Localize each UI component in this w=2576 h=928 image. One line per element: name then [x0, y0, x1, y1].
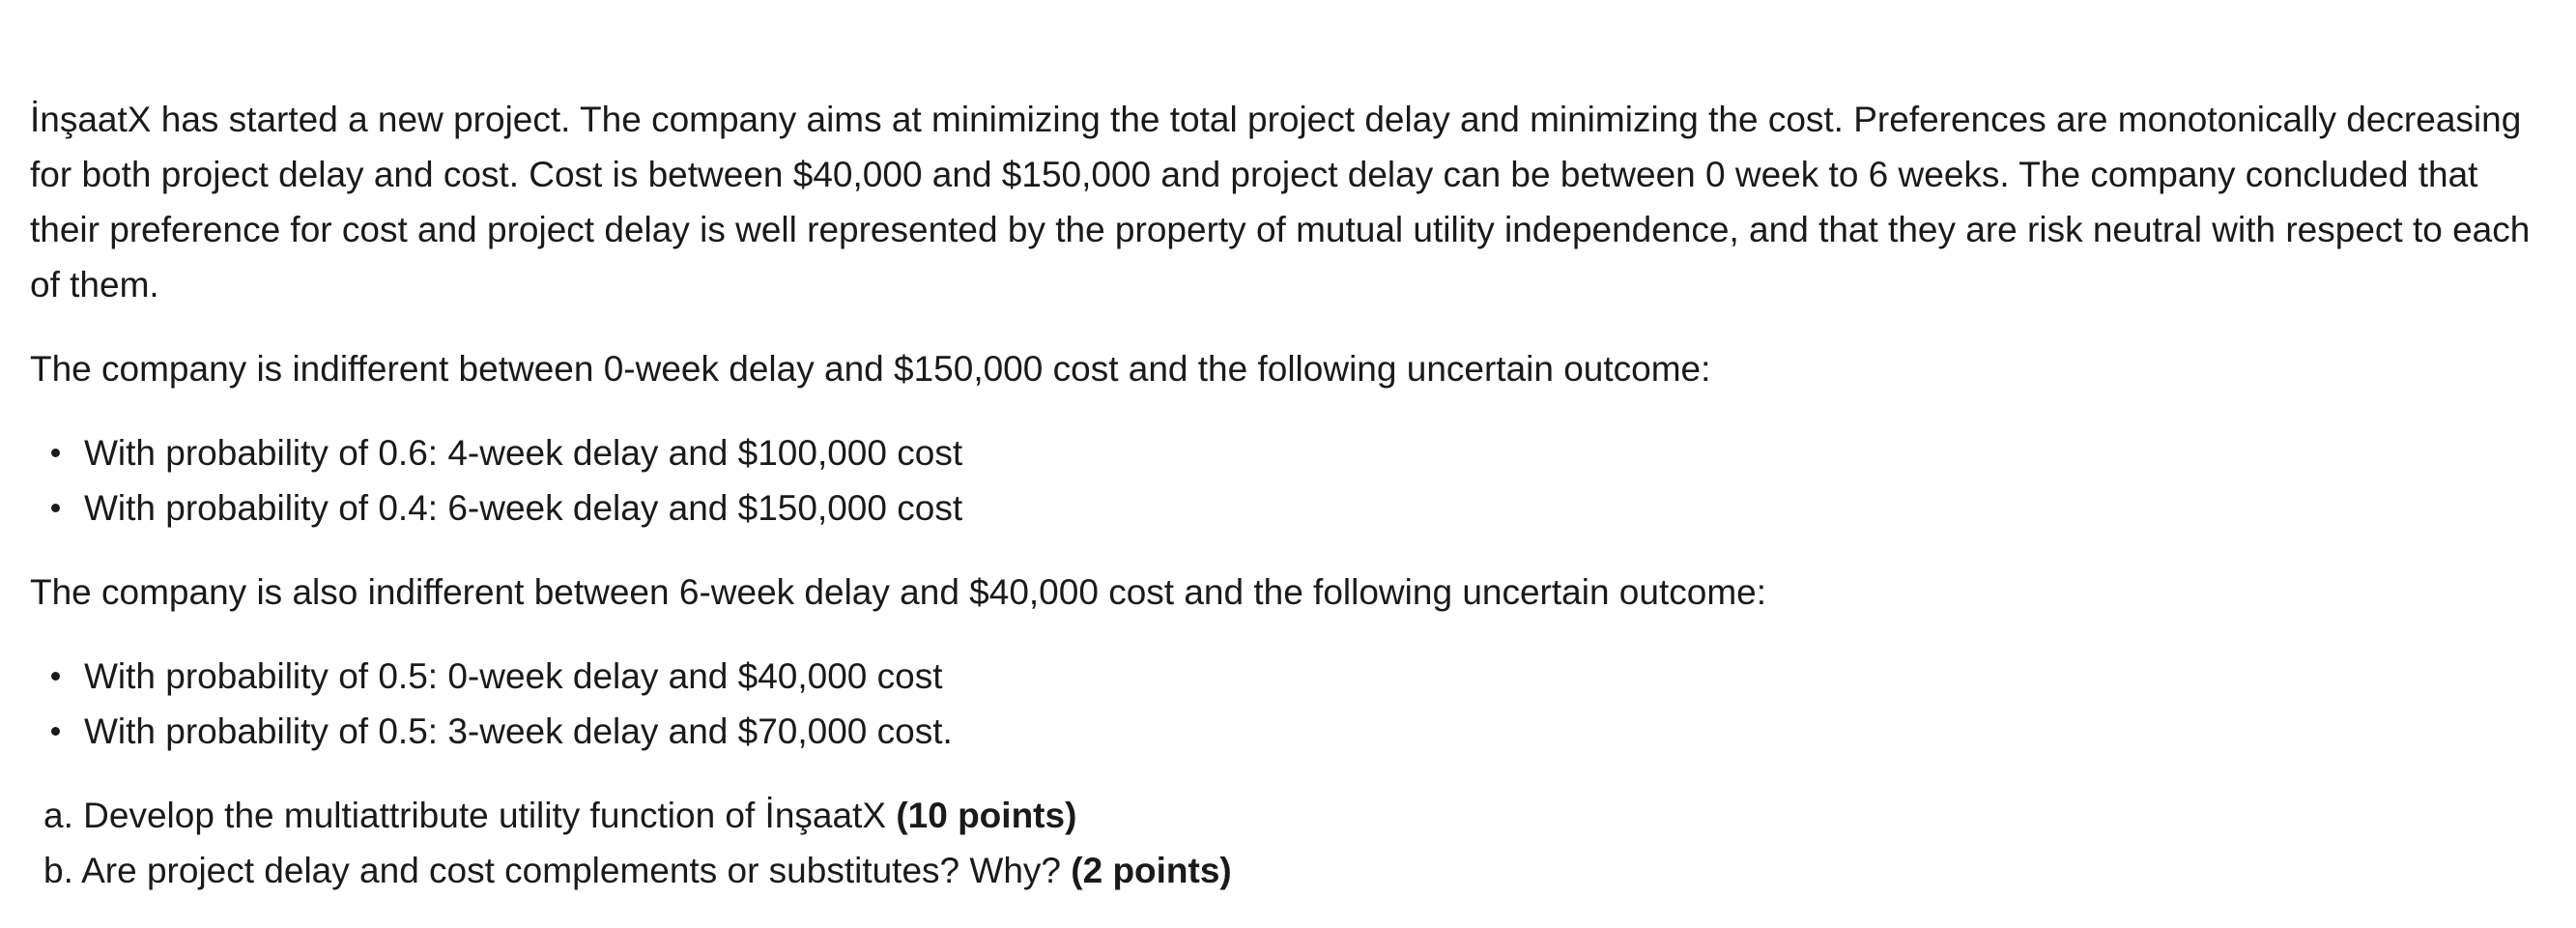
question-marker: a. — [43, 796, 73, 835]
list-item: With probability of 0.5: 3-week delay and $70,000 cost. — [30, 704, 2552, 759]
list-item: With probability of 0.5: 0-week delay and $40,000 cost — [30, 649, 2552, 704]
question-text: Are project delay and cost complements or substitutes? Why? — [81, 851, 1061, 890]
list-item: With probability of 0.6: 4-week delay and $100,000 cost — [30, 425, 2552, 480]
question-marker: b. — [43, 851, 73, 890]
question-a — [30, 788, 2552, 843]
lottery1-outcomes — [30, 425, 2552, 536]
question-points: (10 points) — [896, 796, 1077, 835]
problem-statement — [30, 92, 2552, 898]
question-points: (2 points) — [1071, 851, 1232, 890]
question-list — [30, 788, 2552, 898]
list-item: With probability of 0.4: 6-week delay and $150,000 cost — [30, 480, 2552, 536]
lottery2-outcomes — [30, 649, 2552, 759]
question-text: Develop the multiattribute utility function of İnşaatX — [83, 796, 887, 835]
question-b — [30, 843, 2552, 898]
lottery1-lead: The company is indifferent between 0-week delay and $150,000 cost and the following uncertain outcome: — [30, 349, 1711, 389]
lottery2-lead: The company is also indifferent between 6-week delay and $40,000 cost and the following uncertain outcome: — [30, 572, 1766, 612]
intro-paragraph: İnşaatX has started a new project. The company aims at minimizing the total project delay and minimizing the cost. Preferences are monotonically decreasing for both project delay and cost. Cost is between $40,000 and $150,000 and project delay can be between 0 week to 6 weeks. The company concluded that their preference for cost and project delay is well represented by the property of mutual utility independence, and that they are risk neutral with respect to each of them. — [30, 100, 2531, 304]
